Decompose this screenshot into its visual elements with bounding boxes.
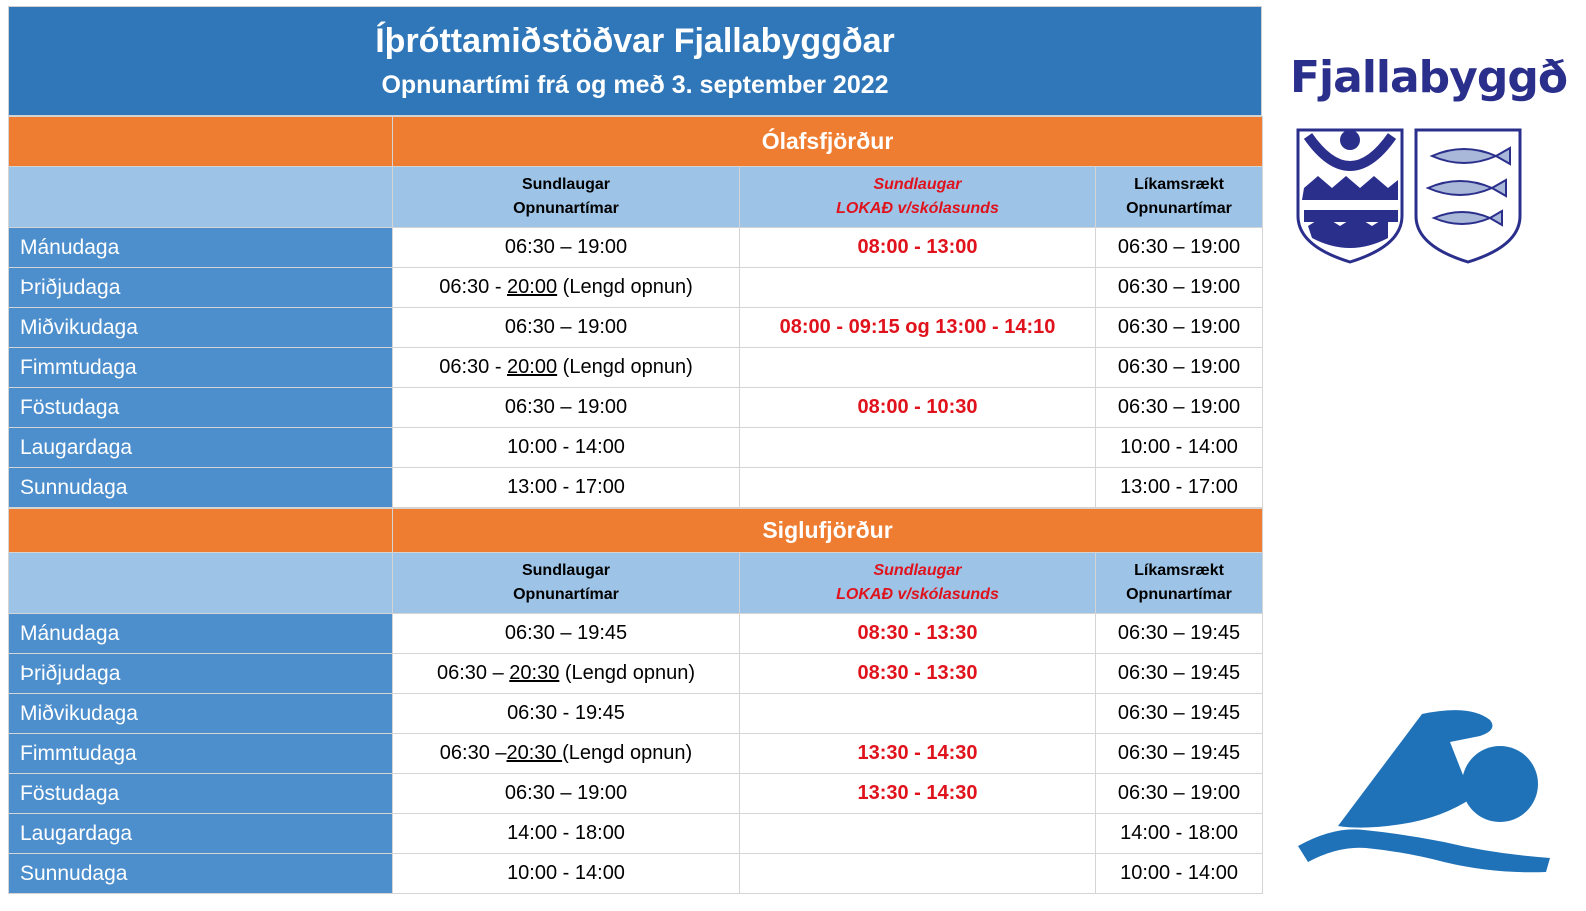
pool-extended-note: (Lengd opnun)	[557, 356, 693, 378]
title-banner	[8, 6, 1262, 116]
gym-hours-cell: 06:30 – 19:45	[1096, 694, 1263, 734]
pool-open-time: 06:30 –	[436, 662, 510, 684]
school-closure-cell: 08:00 - 09:15 og 13:00 - 14:10	[740, 308, 1096, 348]
pool-extended-close-time: 20:00	[507, 356, 558, 378]
header-closed-sublabel: LOKAÐ v/skólasunds	[836, 586, 999, 603]
day-label: Fimmtudaga	[9, 734, 393, 774]
pool-hours-cell	[393, 268, 740, 308]
table-row	[9, 228, 1263, 268]
header-closed-hours	[740, 167, 1096, 228]
gym-hours-cell: 06:30 – 19:00	[1096, 308, 1263, 348]
pool-hours-cell: 13:00 - 17:00	[393, 468, 740, 508]
location-corner	[9, 509, 393, 553]
swimmer-icon	[1294, 706, 1554, 886]
gym-hours-cell: 10:00 - 14:00	[1096, 428, 1263, 468]
gym-hours-cell: 14:00 - 18:00	[1096, 814, 1263, 854]
mountain-crest-icon	[1298, 130, 1402, 262]
school-closure-cell: 13:30 - 14:30	[740, 734, 1096, 774]
pool-extended-note: (Lengd opnun)	[562, 742, 693, 764]
page-subtitle: Opnunartími frá og með 3. september 2022	[381, 71, 889, 99]
header-gym-hours	[1096, 167, 1263, 228]
location-name-olafsfjordur: Ólafsfjörður	[393, 117, 1263, 167]
pool-hours-cell	[393, 734, 740, 774]
gym-hours-cell: 13:00 - 17:00	[1096, 468, 1263, 508]
gym-hours-cell: 06:30 – 19:45	[1096, 654, 1263, 694]
header-pool-hours	[393, 553, 740, 614]
gym-hours-cell: 06:30 – 19:45	[1096, 614, 1263, 654]
schedule-table	[8, 6, 1262, 894]
header-pool-hours	[393, 167, 740, 228]
day-label: Mánudaga	[9, 614, 393, 654]
school-closure-cell	[740, 468, 1096, 508]
location-name-siglufjordur: Siglufjörður	[393, 509, 1263, 553]
school-closure-cell	[740, 814, 1096, 854]
municipality-logo	[1290, 52, 1568, 272]
pool-hours-cell	[393, 654, 740, 694]
pool-hours-cell	[393, 348, 740, 388]
pool-open-time: 06:30 -	[439, 276, 508, 298]
pool-open-time: 06:30 –	[439, 742, 507, 764]
table-row	[9, 308, 1263, 348]
pool-open-time: 06:30 -	[439, 356, 508, 378]
header-closed-hours	[740, 553, 1096, 614]
table-row	[9, 694, 1263, 734]
day-label: Miðvikudaga	[9, 308, 393, 348]
school-closure-cell	[740, 854, 1096, 894]
school-closure-cell	[740, 428, 1096, 468]
siglufjordur-table	[8, 508, 1263, 894]
school-closure-cell	[740, 268, 1096, 308]
table-row	[9, 614, 1263, 654]
day-label: Þriðjudaga	[9, 654, 393, 694]
gym-hours-cell: 10:00 - 14:00	[1096, 854, 1263, 894]
fish-crest-icon	[1416, 130, 1520, 262]
school-closure-cell: 13:30 - 14:30	[740, 774, 1096, 814]
gym-hours-cell: 06:30 – 19:00	[1096, 774, 1263, 814]
pool-hours-cell: 10:00 - 14:00	[393, 428, 740, 468]
pool-hours-cell: 10:00 - 14:00	[393, 854, 740, 894]
day-label: Sunnudaga	[9, 468, 393, 508]
header-pool-sublabel: Opnunartímar	[513, 586, 619, 603]
school-closure-cell	[740, 348, 1096, 388]
pool-extended-note: (Lengd opnun)	[559, 662, 696, 684]
page-title: Íþróttamiðstöðvar Fjallabyggðar	[375, 22, 895, 60]
pool-hours-cell: 06:30 – 19:00	[393, 774, 740, 814]
gym-hours-cell: 06:30 – 19:45	[1096, 734, 1263, 774]
header-corner	[9, 553, 393, 614]
pool-extended-close-time: 20:30	[506, 742, 563, 764]
gym-hours-cell: 06:30 – 19:00	[1096, 348, 1263, 388]
day-label: Föstudaga	[9, 388, 393, 428]
table-row	[9, 468, 1263, 508]
table-row	[9, 734, 1263, 774]
day-label: Laugardaga	[9, 428, 393, 468]
location-corner	[9, 117, 393, 167]
school-closure-cell: 08:30 - 13:30	[740, 654, 1096, 694]
gym-hours-cell: 06:30 – 19:00	[1096, 268, 1263, 308]
school-closure-cell: 08:00 - 13:00	[740, 228, 1096, 268]
header-closed-label: Sundlaugar	[873, 176, 962, 193]
crest-shields	[1294, 126, 1534, 276]
header-pool-label: Sundlaugar	[521, 176, 610, 193]
day-label: Mánudaga	[9, 228, 393, 268]
brand-wordmark: Fjallabyggð	[1290, 52, 1568, 103]
pool-hours-cell: 06:30 – 19:00	[393, 308, 740, 348]
header-closed-label: Sundlaugar	[873, 562, 962, 579]
gym-hours-cell: 06:30 – 19:00	[1096, 228, 1263, 268]
header-pool-label: Sundlaugar	[521, 562, 610, 579]
gym-hours-cell: 06:30 – 19:00	[1096, 388, 1263, 428]
school-closure-cell: 08:00 - 10:30	[740, 388, 1096, 428]
table-row	[9, 854, 1263, 894]
pool-extended-note: (Lengd opnun)	[557, 276, 693, 298]
pool-extended-close-time: 20:00	[507, 276, 558, 298]
pool-hours-cell: 06:30 – 19:00	[393, 228, 740, 268]
pool-hours-cell: 06:30 – 19:45	[393, 614, 740, 654]
day-label: Miðvikudaga	[9, 694, 393, 734]
school-closure-cell: 08:30 - 13:30	[740, 614, 1096, 654]
day-label: Sunnudaga	[9, 854, 393, 894]
olafsfjordur-table	[8, 116, 1263, 508]
school-closure-cell	[740, 694, 1096, 734]
table-row	[9, 774, 1263, 814]
table-row	[9, 428, 1263, 468]
header-gym-sublabel: Opnunartímar	[1126, 200, 1232, 217]
pool-hours-cell: 06:30 – 19:00	[393, 388, 740, 428]
table-row	[9, 388, 1263, 428]
header-pool-sublabel: Opnunartímar	[513, 200, 619, 217]
day-label: Fimmtudaga	[9, 348, 393, 388]
header-closed-sublabel: LOKAÐ v/skólasunds	[836, 200, 999, 217]
header-corner	[9, 167, 393, 228]
pool-hours-cell: 06:30 - 19:45	[393, 694, 740, 734]
table-row	[9, 654, 1263, 694]
day-label: Laugardaga	[9, 814, 393, 854]
table-row	[9, 268, 1263, 308]
pool-extended-close-time: 20:30	[509, 662, 560, 684]
header-gym-label: Líkamsrækt	[1134, 176, 1224, 193]
day-label: Föstudaga	[9, 774, 393, 814]
table-row	[9, 348, 1263, 388]
header-gym-label: Líkamsrækt	[1134, 562, 1224, 579]
day-label: Þriðjudaga	[9, 268, 393, 308]
header-gym-hours	[1096, 553, 1263, 614]
pool-hours-cell: 14:00 - 18:00	[393, 814, 740, 854]
table-row	[9, 814, 1263, 854]
header-gym-sublabel: Opnunartímar	[1126, 586, 1232, 603]
